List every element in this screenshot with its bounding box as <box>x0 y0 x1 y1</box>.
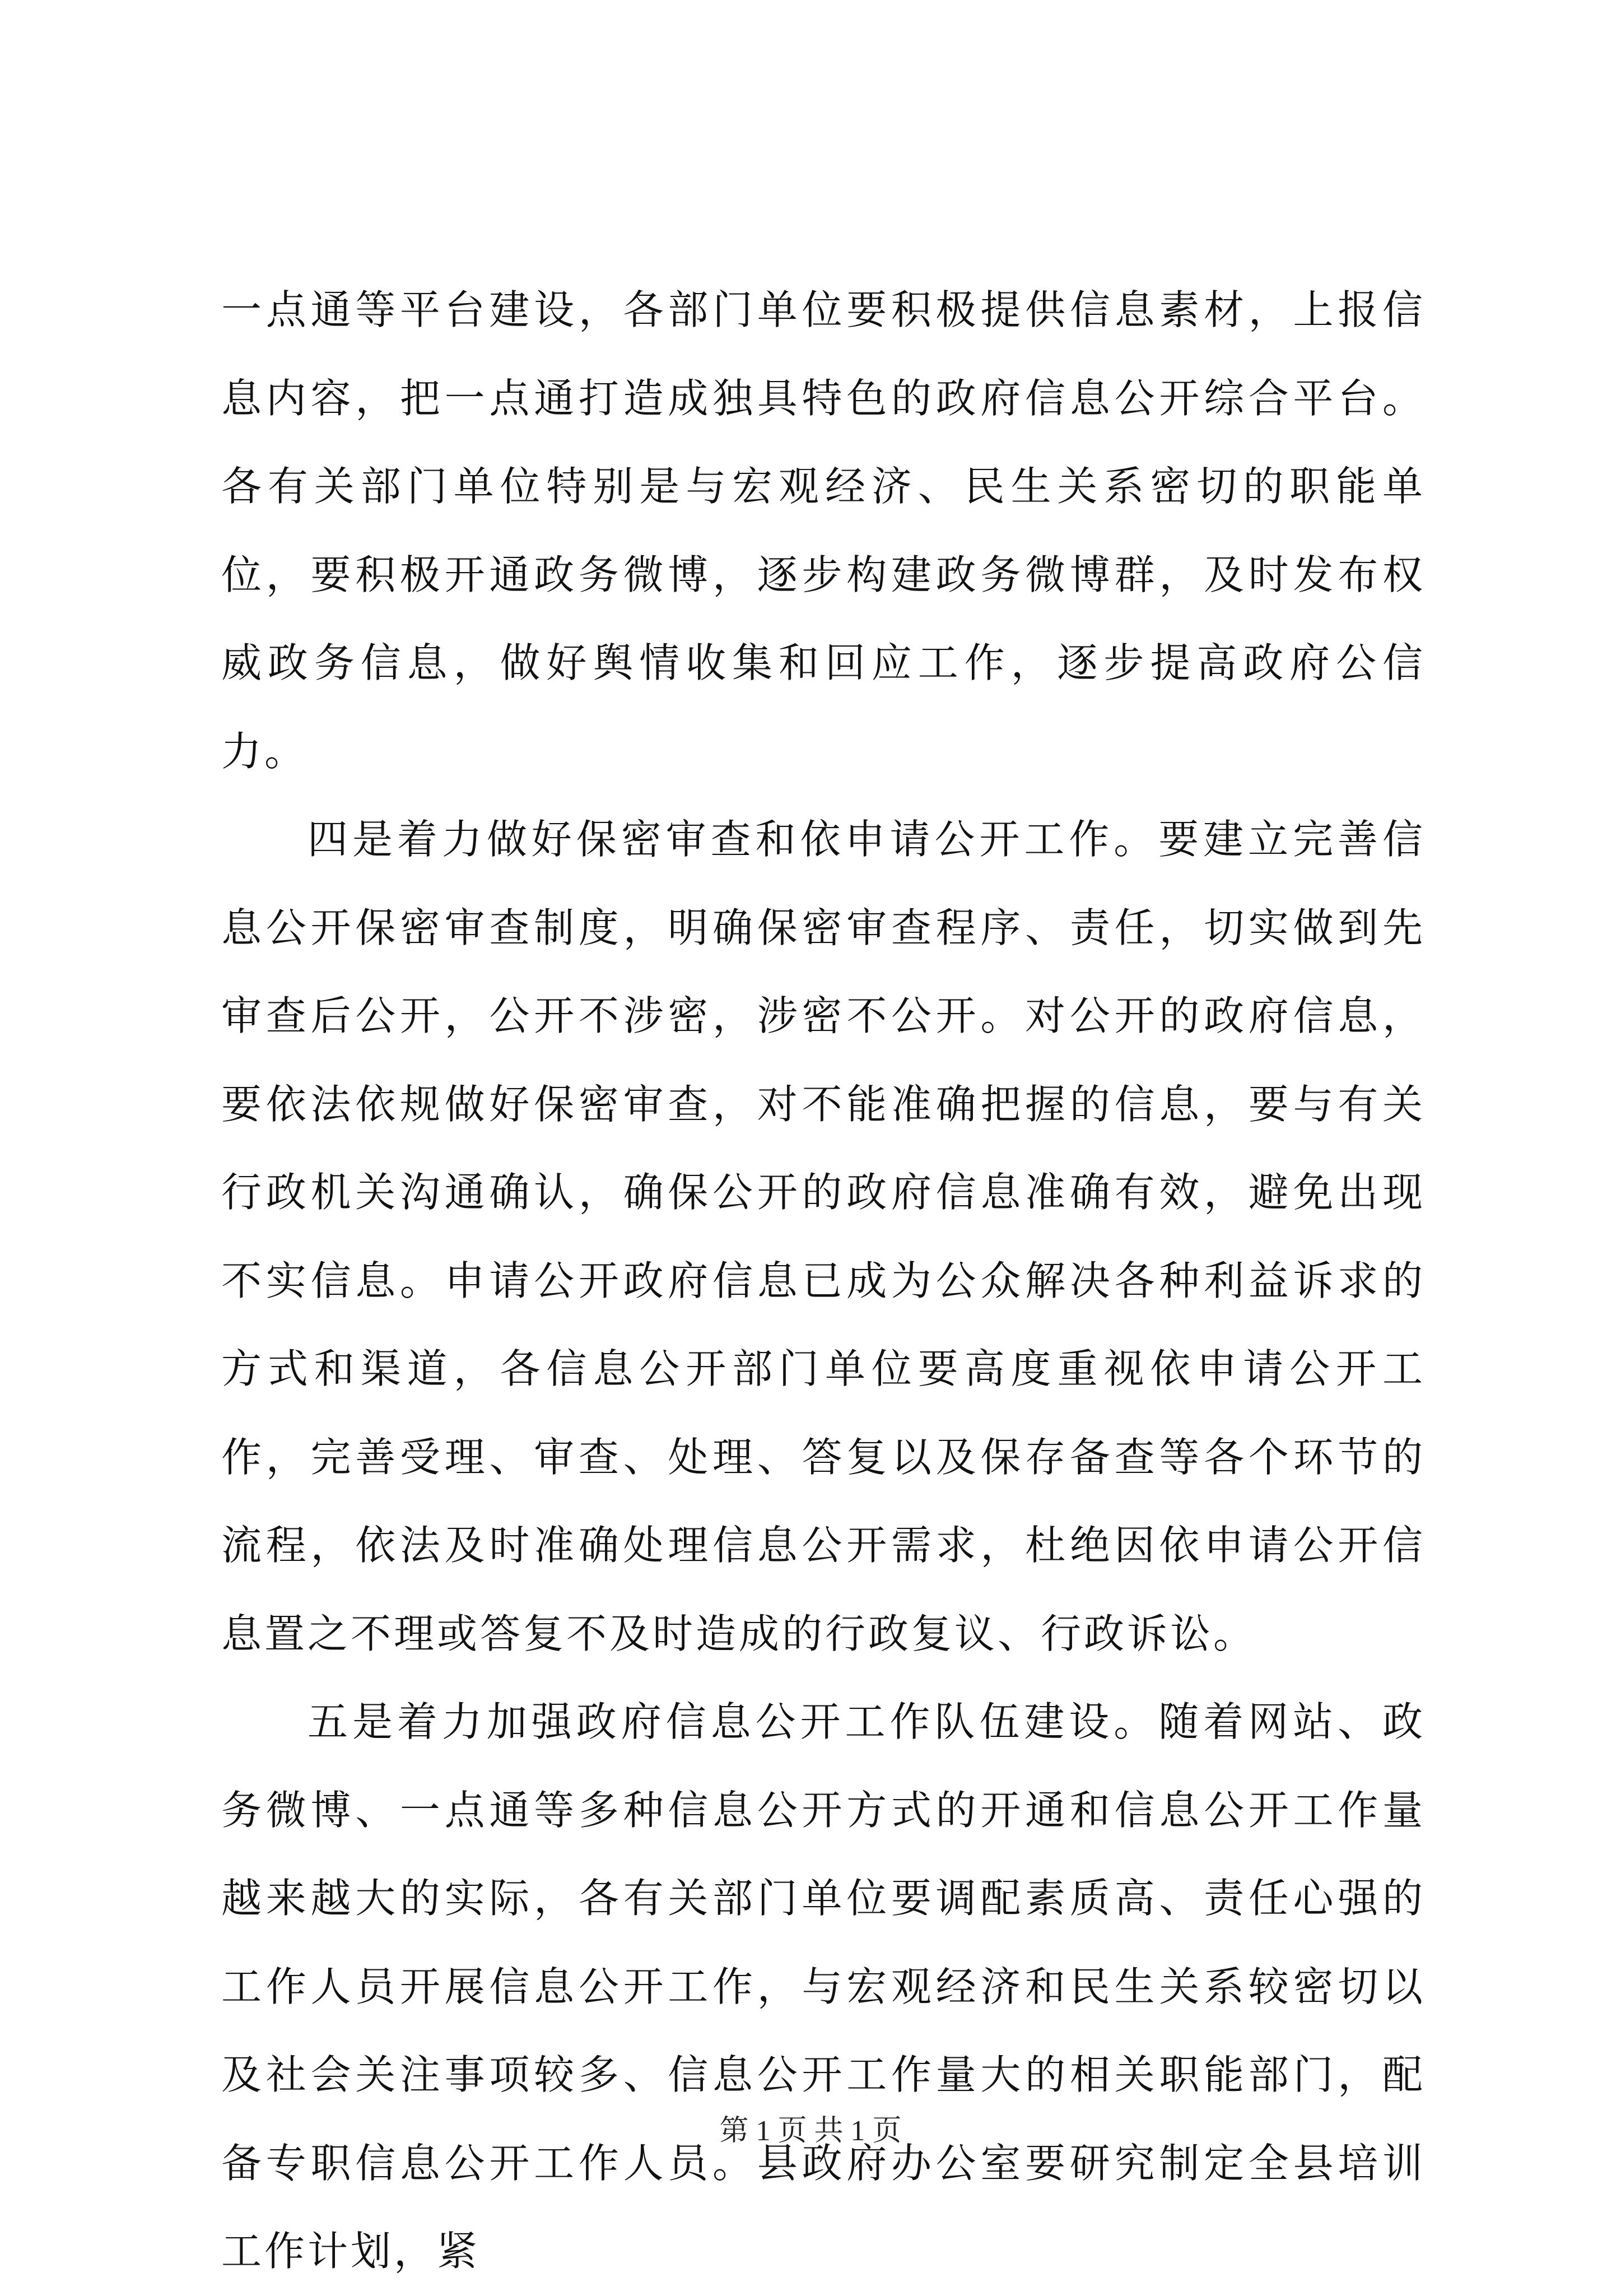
paragraph-2: 四是着力做好保密审查和依申请公开工作。要建立完善信息公开保密审查制度，明确保密审查程序、责任，切实做到先审查后公开，公开不涉密，涉密不公开。对公开的政府信息，要依法依规做好保密审查，对不能准确把握的信息，要与有关行政机关沟通确认，确保公开的政府信息准确有效，避免出现不实信息。申请公开政府信息已成为公众解决各种利益诉求的方式和渠道，各信息公开部门单位要高度重视依申请公开工作，完善受理、审查、处理、答复以及保存备查等各个环节的流程，依法及时准确处理信息公开需求，杜绝因依申请公开信息置之不理或答复不及时造成的行政复议、行政诉讼。 <box>221 816 1426 1657</box>
paragraph-1: 一点通等平台建设，各部门单位要积极提供信息素材，上报信息内容，把一点通打造成独具特色的政府信息公开综合平台。各有关部门单位特别是与宏观经济、民生关系密切的职能单位，要积极开通政务微博，逐步构建政务微博群，及时发布权威政务信息，做好舆情收集和回应工作，逐步提高政府公信力。 <box>221 286 1426 775</box>
document-body <box>221 266 1426 2296</box>
page-footer: 第 1 页 共 1 页 <box>719 2115 902 2147</box>
paragraph-3: 五是着力加强政府信息公开工作队伍建设。随着网站、政务微博、一点通等多种信息公开方式的开通和信息公开工作量越来越大的实际，各有关部门单位要调配素质高、责任心强的工作人员开展信息公开工作，与宏观经济和民生关系较密切以及社会关注事项较多、信息公开工作量大的相关职能部门，配备专职信息公开工作人员。县政府办公室要研究制定全县培训工作计划，紧 <box>221 1698 1426 2275</box>
